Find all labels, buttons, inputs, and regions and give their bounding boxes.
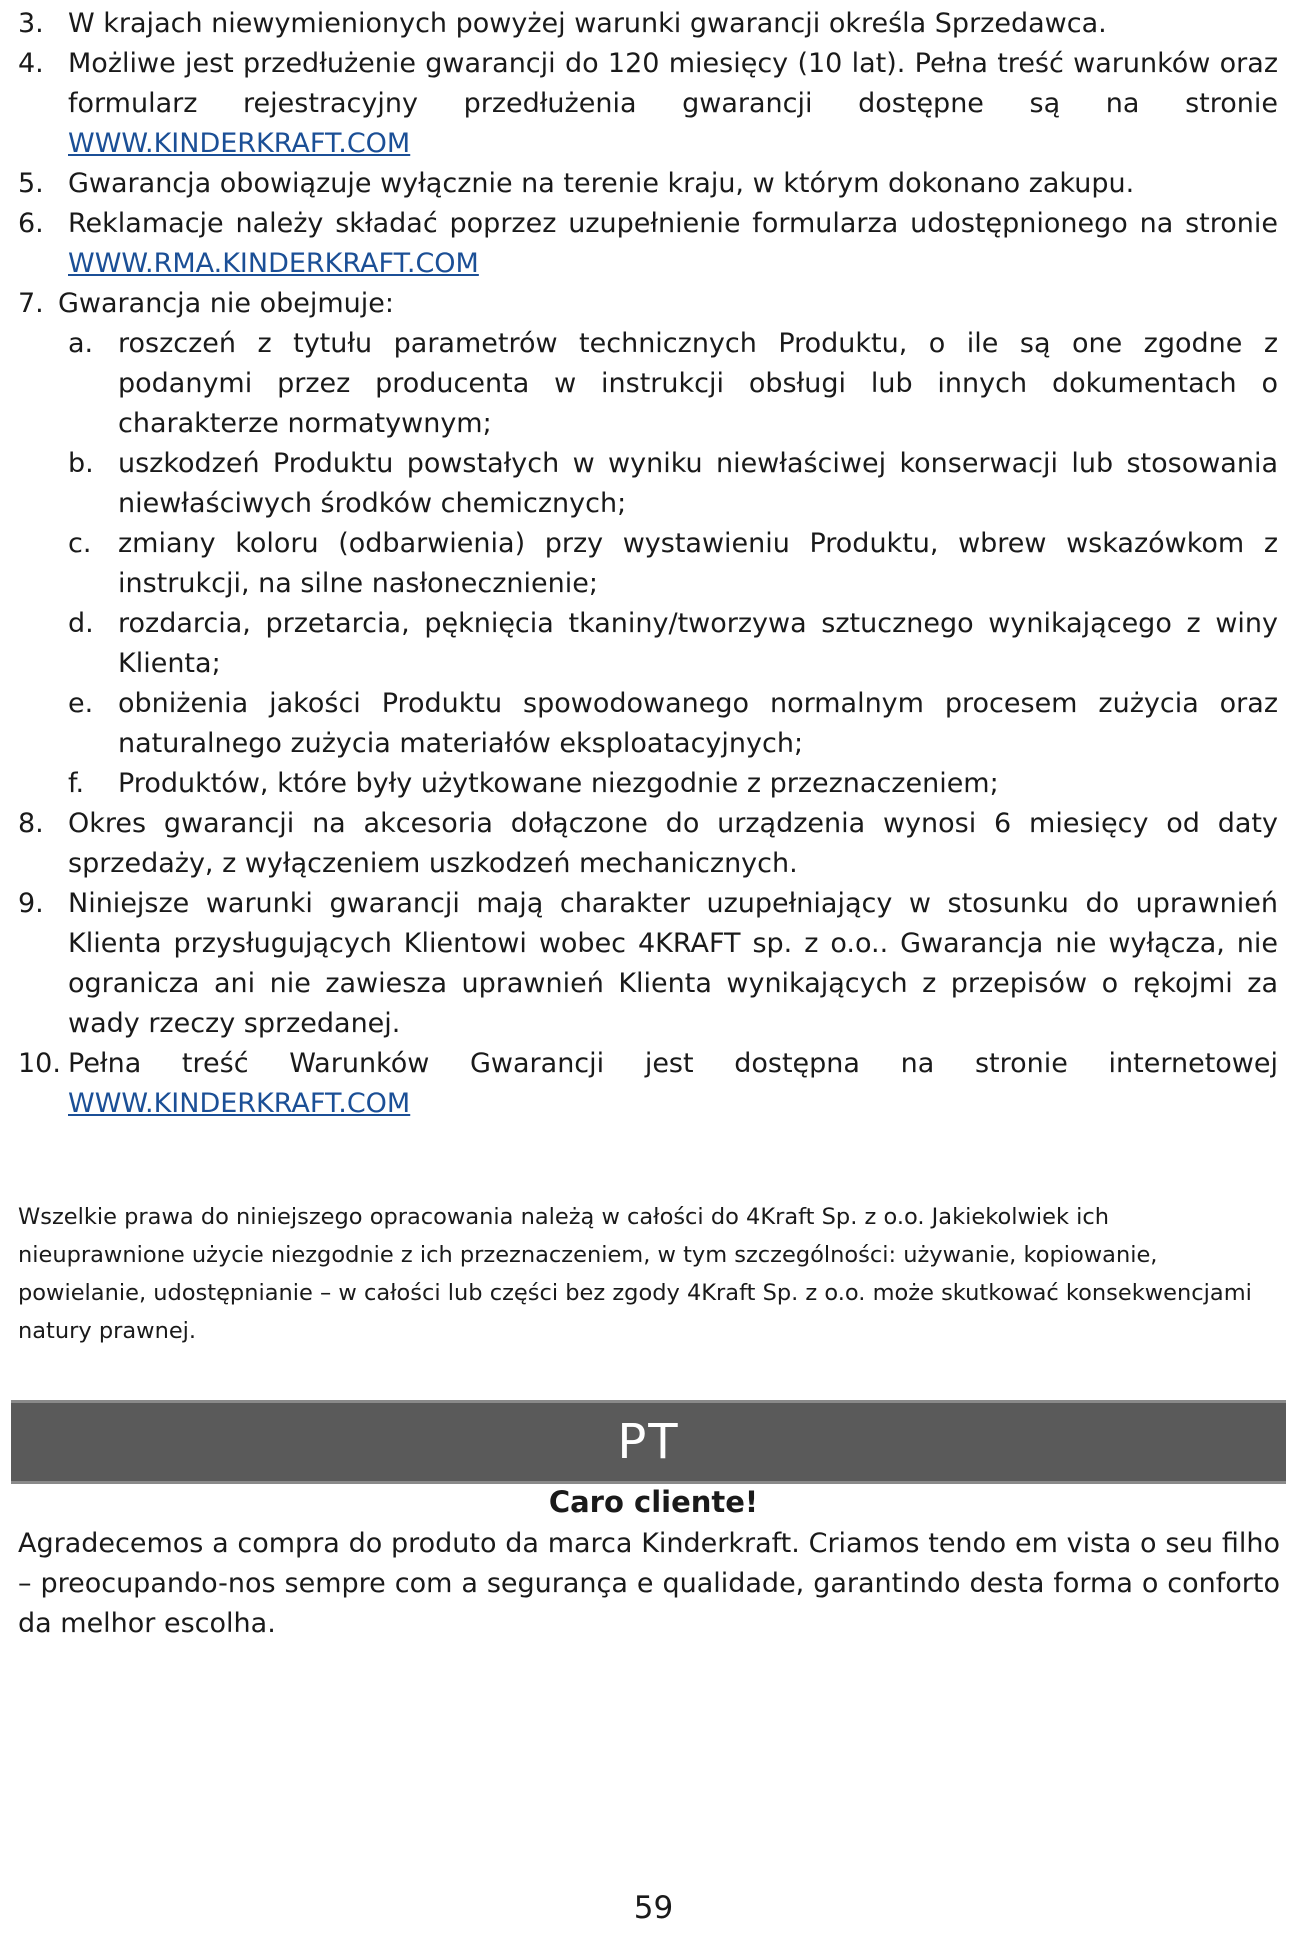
warranty-item bbox=[18, 164, 1278, 204]
exclusion-letter: b. bbox=[68, 448, 94, 479]
warranty-item bbox=[18, 4, 1278, 44]
exclusion-text: rozdarcia, przetarcia, pęknięcia tkaniny/tworzywa sztucznego wynikającego z winy Klienta; bbox=[118, 608, 1278, 679]
exclusion-text: roszczeń z tytułu parametrów technicznych Produktu, o ile są one zgodne z podanymi przez producenta w instrukcji obsługi lub innych dokumentach o charakterze normatywnym; bbox=[118, 328, 1278, 439]
exclusion-letter: c. bbox=[68, 528, 92, 559]
warranty-item bbox=[18, 44, 1278, 164]
exclusion-text: zmiany koloru (odbarwienia) przy wystawieniu Produktu, wbrew wskazówkom z instrukcji, na silne nasłonecznienie; bbox=[118, 528, 1278, 599]
warranty-item bbox=[18, 204, 1278, 284]
greeting-heading: Caro cliente! bbox=[548, 1485, 759, 1519]
warranty-item bbox=[18, 804, 1278, 884]
rights-notice: Wszelkie prawa do niniejszego opracowania należą w całości do 4Kraft Sp. z o.o. Jakiekolwiek ich nieuprawnione użycie niezgodnie z ich przeznaczeniem, w tym szczególności: używanie, kopiowanie, powielanie, udostępnianie – w całości lub części bez zgody 4Kraft Sp. z o.o. może skutkować konsekwencjami natury prawnej. bbox=[18, 1204, 1252, 1344]
warranty-list bbox=[18, 4, 1278, 1124]
warranty-item bbox=[18, 1044, 1278, 1124]
item-text: W krajach niewymienionych powyżej warunki gwarancji określa Sprzedawca. bbox=[68, 8, 1107, 39]
item-number: 5. bbox=[18, 168, 44, 199]
exclusion-item bbox=[68, 324, 1278, 444]
exclusions-list bbox=[68, 324, 1278, 804]
rma-link[interactable]: WWW.RMA.KINDERKRAFT.COM bbox=[68, 248, 479, 279]
warranty-item bbox=[18, 884, 1278, 1044]
section-label: PT bbox=[617, 1414, 680, 1470]
item-number: 4. bbox=[18, 48, 44, 79]
intro-paragraph: Agradecemos a compra do produto da marca Kinderkraft. Criamos tendo em vista o seu filho – preocupando-nos sempre com a segurança e qualidade, garantindo desta forma o conforto da melhor escolha. bbox=[18, 1528, 1280, 1639]
exclusion-letter: e. bbox=[68, 688, 94, 719]
page-number: 59 bbox=[633, 1890, 674, 1926]
item-number: 8. bbox=[18, 808, 44, 839]
item-number: 3. bbox=[18, 8, 44, 39]
exclusion-item bbox=[68, 524, 1278, 604]
kinderkraft-link[interactable]: WWW.KINDERKRAFT.COM bbox=[68, 128, 411, 159]
exclusion-letter: d. bbox=[68, 608, 94, 639]
language-section-header bbox=[11, 1400, 1286, 1484]
exclusion-item bbox=[68, 684, 1278, 764]
item-text: Reklamacje należy składać poprzez uzupełnienie formularza udostępnionego na stronie bbox=[68, 208, 1278, 239]
item-number: 7. bbox=[18, 288, 44, 319]
kinderkraft-link[interactable]: WWW.KINDERKRAFT.COM bbox=[68, 1088, 411, 1119]
item-text: Gwarancja nie obejmuje: bbox=[58, 288, 394, 319]
exclusion-letter: a. bbox=[68, 328, 94, 359]
item-text: Niniejsze warunki gwarancji mają charakter uzupełniający w stosunku do uprawnień Klienta przysługujących Klientowi wobec 4KRAFT sp. z o.o.. Gwarancja nie wyłącza, nie ogranicza ani nie zawiesza uprawnień Klienta wynikających z przepisów o rękojmi za wady rzeczy sprzedanej. bbox=[68, 888, 1278, 1039]
exclusion-item bbox=[68, 604, 1278, 684]
exclusion-letter: f. bbox=[68, 768, 85, 799]
item-text: Gwarancja obowiązuje wyłącznie na terenie kraju, w którym dokonano zakupu. bbox=[68, 168, 1135, 199]
exclusion-item bbox=[68, 764, 1278, 804]
exclusion-text: Produktów, które były użytkowane niezgodnie z przeznaczeniem; bbox=[118, 768, 999, 799]
item-text: Okres gwarancji na akcesoria dołączone do urządzenia wynosi 6 miesięcy od daty sprzedaży, z wyłączeniem uszkodzeń mechanicznych. bbox=[68, 808, 1278, 879]
item-text: Pełna treść Warunków Gwarancji jest dostępna na stronie internetowej bbox=[68, 1048, 1278, 1079]
warranty-item bbox=[18, 284, 1278, 804]
item-text: Możliwe jest przedłużenie gwarancji do 120 miesięcy (10 lat). Pełna treść warunków oraz formularz rejestracyjny przedłużenia gwarancji dostępne są na stronie bbox=[68, 48, 1278, 119]
exclusion-text: obniżenia jakości Produktu spowodowanego normalnym procesem zużycia oraz naturalnego zużycia materiałów eksploatacyjnych; bbox=[118, 688, 1278, 759]
item-number: 6. bbox=[18, 208, 44, 239]
exclusion-text: uszkodzeń Produktu powstałych w wyniku niewłaściwej konserwacji lub stosowania niewłaściwych środków chemicznych; bbox=[118, 448, 1278, 519]
item-number: 10. bbox=[18, 1048, 61, 1079]
exclusion-item bbox=[68, 444, 1278, 524]
item-number: 9. bbox=[18, 888, 44, 919]
